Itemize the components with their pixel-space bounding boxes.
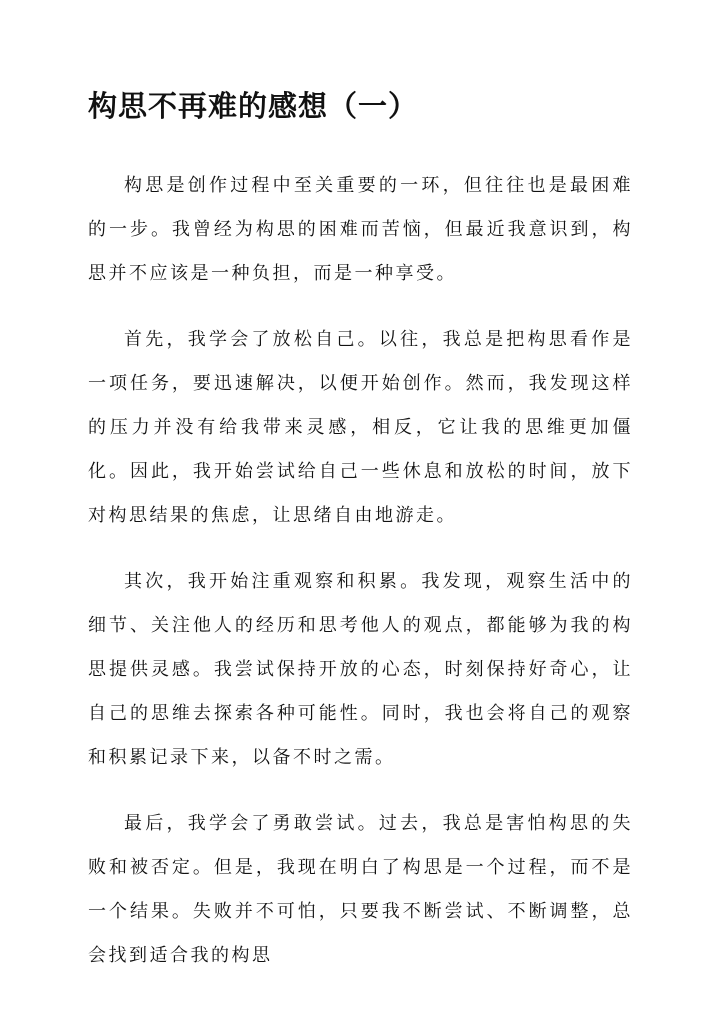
paragraph-try: 最后，我学会了勇敢尝试。过去，我总是害怕构思的失败和被否定。但是，我现在明白了构思是一个过程，而不是一个结果。失败并不可怕，只要我不断尝试、不断调整，总会找到适合我的构思 xyxy=(88,813,633,966)
paragraph-relax: 首先，我学会了放松自己。以往，我总是把构思看作是一项任务，要迅速解决，以便开始创作。然而，我发现这样的压力并没有给我带来灵感，相反，它让我的思维更加僵化。因此，我开始尝试给自己一些休息和放松的时间，放下对构思结果的焦虑，让思绪自由地游走。 xyxy=(88,329,633,526)
document-body xyxy=(88,164,633,978)
document-title: 构思不再难的感想（一） xyxy=(88,89,419,123)
paragraph-observe: 其次，我开始注重观察和积累。我发现，观察生活中的细节、关注他人的经历和思考他人的观点，都能够为我的构思提供灵感。我尝试保持开放的心态，时刻保持好奇心，让自己的思维去探索各种可能性。同时，我也会将自己的观察和积累记录下来，以备不时之需。 xyxy=(88,571,633,768)
paragraph-intro: 构思是创作过程中至关重要的一环，但往往也是最困难的一步。我曾经为构思的困难而苦恼，但最近我意识到，构思并不应该是一种负担，而是一种享受。 xyxy=(88,175,633,284)
